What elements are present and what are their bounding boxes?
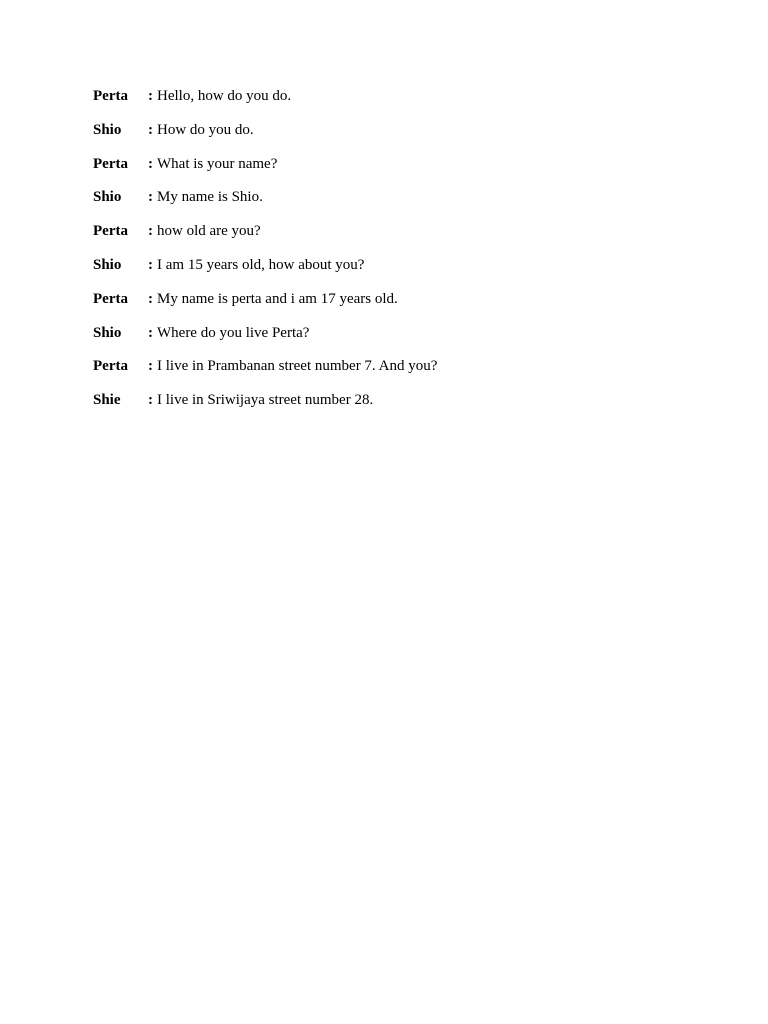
dialogue-text: how old are you? <box>157 223 261 240</box>
speaker-name: Perta <box>93 290 128 307</box>
separator: : <box>148 189 153 206</box>
dialogue-text: Hello, how do you do. <box>157 88 292 104</box>
separator: : <box>148 290 153 307</box>
dialogue-text: I live in Sriwijaya street number 28. <box>157 392 374 409</box>
speaker-name: Shio <box>93 256 122 273</box>
separator: : <box>148 88 153 104</box>
dialogue-line <box>93 255 693 289</box>
dialogue-text: I live in Prambanan street number 7. And you? <box>157 358 438 375</box>
dialogue-line <box>93 390 693 424</box>
dialogue-text: What is your name? <box>157 155 278 172</box>
dialogue-line <box>93 120 693 154</box>
dialogue-text: My name is perta and i am 17 years old. <box>157 290 398 307</box>
separator: : <box>148 324 153 341</box>
speaker-name: Shio <box>93 121 122 138</box>
dialogue-line <box>93 154 693 188</box>
dialogue-line <box>93 86 693 120</box>
separator: : <box>148 358 153 375</box>
speaker-name: Shio <box>93 189 122 206</box>
dialogue-text: How do you do. <box>157 121 254 138</box>
dialogue-text: I am 15 years old, how about you? <box>157 256 365 273</box>
separator: : <box>148 121 153 138</box>
speaker-name: Shio <box>93 324 122 341</box>
dialogue-line <box>93 221 693 255</box>
separator: : <box>148 155 153 172</box>
separator: : <box>148 256 153 273</box>
speaker-name: Perta <box>93 358 128 375</box>
dialogue-line <box>93 187 693 221</box>
dialogue-text: Where do you live Perta? <box>157 324 310 341</box>
speaker-name: Perta <box>93 223 128 240</box>
dialogue-line <box>93 323 693 357</box>
dialogue-list <box>93 86 693 424</box>
dialogue-line <box>93 356 693 390</box>
separator: : <box>148 223 153 240</box>
dialogue-text: My name is Shio. <box>157 189 263 206</box>
speaker-name: Shie <box>93 392 121 409</box>
speaker-name: Perta <box>93 88 128 104</box>
dialogue-line <box>93 289 693 323</box>
separator: : <box>148 392 153 409</box>
speaker-name: Perta <box>93 155 128 172</box>
